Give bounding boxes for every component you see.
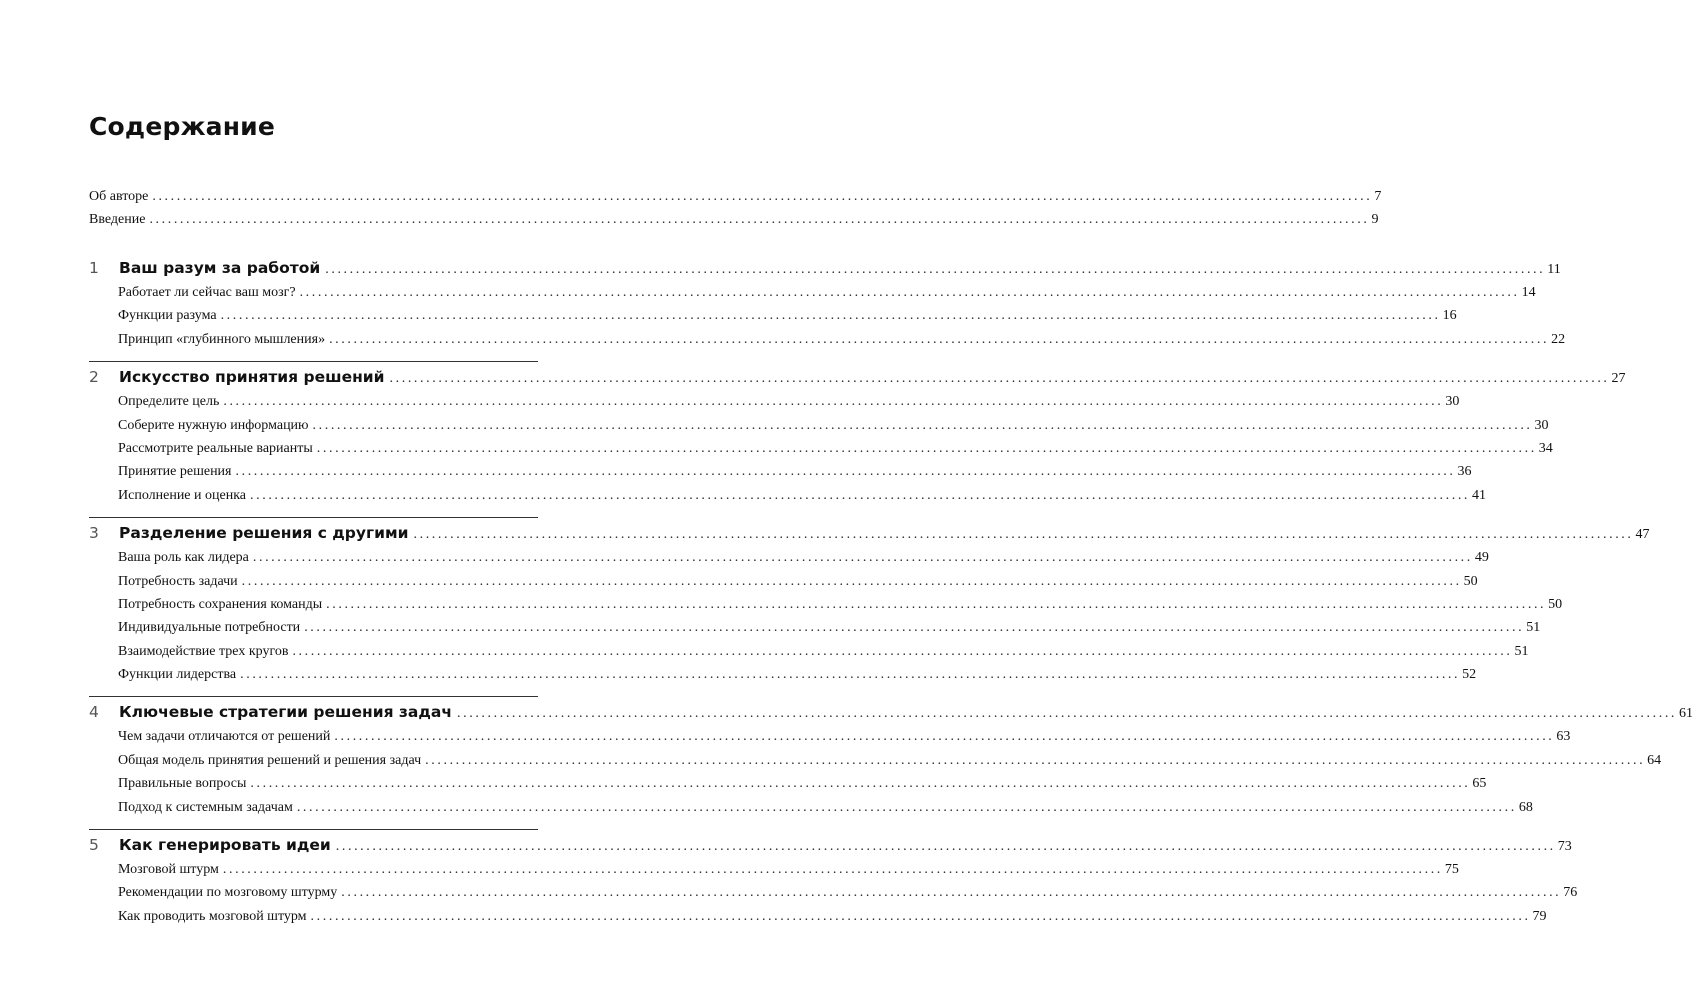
chapter-heading[interactable]: [89, 255, 1561, 281]
chapter-heading[interactable]: [89, 832, 1572, 858]
section-label: Общая модель принятия решений и решения задач: [118, 752, 422, 768]
section-list: [89, 725, 1662, 819]
toc-section[interactable]: [118, 390, 1460, 413]
toc-section[interactable]: [118, 663, 1477, 686]
chapter-number: 2: [89, 368, 99, 387]
section-page: 36: [1457, 464, 1472, 480]
section-page: 64: [1647, 752, 1662, 768]
toc-section[interactable]: [118, 593, 1563, 616]
chapter-heading[interactable]: [89, 699, 1693, 725]
page-title: Содержание: [89, 112, 276, 141]
front-matter: [89, 185, 1382, 232]
dot-leader: ........................................................................................................................................................................................................: [329, 331, 1550, 347]
section-label: Соберите нужную информацию: [118, 417, 309, 433]
section-list: [89, 546, 1563, 686]
chapter-number: 5: [89, 836, 99, 855]
entry-label: Введение: [89, 212, 146, 228]
chapter-number: 4: [89, 703, 99, 722]
chapter-list: [89, 254, 1693, 928]
section-label: Определите цель: [118, 394, 220, 410]
dot-leader: ........................................................................................................................................................................................................: [389, 371, 1610, 387]
dot-leader: ........................................................................................................................................................................................................: [299, 285, 1520, 300]
section-label: Работает ли сейчас ваш мозг?: [118, 285, 296, 300]
chapter-title: Ваш разум за работой: [119, 259, 321, 277]
section-label: Рассмотрите реальные варианты: [118, 440, 313, 456]
toc-entry-about-author[interactable]: [89, 185, 1382, 208]
toc-section[interactable]: [118, 414, 1549, 437]
section-label: Функции разума: [118, 308, 217, 324]
toc-section[interactable]: [118, 905, 1547, 928]
section-page: 63: [1556, 729, 1571, 745]
dot-leader: ........................................................................................................................................................................................................: [250, 487, 1471, 503]
dot-leader: ........................................................................................................................................................................................................: [304, 620, 1525, 636]
section-label: Ваша роль как лидера: [118, 550, 249, 566]
section-page: 52: [1462, 667, 1477, 683]
section-page: 75: [1444, 862, 1459, 878]
section-label: Как проводить мозговой штурм: [118, 908, 307, 924]
toc-section[interactable]: [118, 484, 1487, 507]
section-label: Принцип «глубинного мышления»: [118, 331, 326, 347]
dot-leader: ........................................................................................................................................................................................................: [220, 308, 1441, 324]
section-list: [89, 858, 1578, 928]
dot-leader: ........................................................................................................................................................................................................: [326, 596, 1547, 612]
chapter-page: 11: [1547, 262, 1561, 277]
dot-leader: ........................................................................................................................................................................................................: [241, 573, 1462, 589]
chapter-3: [89, 517, 1650, 686]
section-page: 34: [1538, 440, 1553, 456]
toc-section[interactable]: [118, 772, 1487, 795]
chapter-2: [89, 361, 1626, 507]
chapter-5: [89, 829, 1578, 928]
section-page: 65: [1472, 776, 1487, 792]
dot-leader: ........................................................................................................................................................................................................: [240, 667, 1461, 683]
toc-section[interactable]: [118, 304, 1457, 327]
section-label: Мозговой штурм: [118, 862, 219, 878]
dot-leader: ........................................................................................................................................................................................................: [292, 643, 1513, 659]
dot-leader: ........................................................................................................................................................................................................: [252, 550, 1473, 566]
toc-section[interactable]: [118, 437, 1553, 460]
chapter-title: Как генерировать идеи: [119, 836, 331, 855]
chapter-heading[interactable]: [89, 364, 1626, 390]
section-label: Правильные вопросы: [118, 776, 247, 792]
section-page: 50: [1548, 596, 1563, 612]
chapter-page: 61: [1679, 706, 1693, 722]
dot-leader: ........................................................................................................................................................................................................: [223, 394, 1444, 410]
dot-leader: ........................................................................................................................................................................................................: [334, 729, 1555, 745]
section-label: Подход к системным задачам: [118, 799, 293, 815]
toc-section[interactable]: [118, 881, 1578, 904]
section-label: Потребность задачи: [118, 573, 238, 589]
section-page: 14: [1521, 285, 1536, 300]
section-page: 49: [1474, 550, 1489, 566]
entry-label: Об авторе: [89, 189, 149, 204]
section-label: Исполнение и оценка: [118, 487, 247, 503]
toc-section[interactable]: [118, 796, 1533, 819]
section-page: 68: [1518, 799, 1533, 815]
section-page: 51: [1514, 643, 1529, 659]
section-page: 51: [1526, 620, 1541, 636]
toc-entry-introduction[interactable]: [89, 208, 1379, 231]
section-label: Взаимодействие трех кругов: [118, 643, 289, 659]
section-label: Принятие решения: [118, 464, 232, 480]
toc-section[interactable]: [118, 858, 1459, 881]
section-page: 50: [1463, 573, 1478, 589]
dot-leader: ........................................................................................................................................................................................................: [316, 440, 1537, 456]
toc-section[interactable]: [118, 570, 1478, 593]
section-page: 79: [1532, 908, 1547, 924]
section-label: Чем задачи отличаются от решений: [118, 729, 331, 745]
chapter-page: 47: [1635, 527, 1650, 543]
dot-leader: ........................................................................................................................................................................................................: [152, 189, 1373, 204]
section-label: Рекомендации по мозговому штурму: [118, 885, 338, 901]
section-label: Индивидуальные потребности: [118, 620, 301, 636]
section-page: 22: [1551, 331, 1566, 347]
toc-section[interactable]: [118, 460, 1472, 483]
toc-section[interactable]: [118, 640, 1529, 663]
section-page: 41: [1472, 487, 1487, 503]
dot-leader: ........................................................................................................................................................................................................: [149, 212, 1370, 228]
toc-section[interactable]: [118, 616, 1541, 639]
entry-page: 9: [1371, 212, 1379, 228]
chapter-number: 1: [89, 259, 99, 277]
chapter-title: Ключевые стратегии решения задач: [119, 703, 453, 722]
chapter-heading[interactable]: [89, 520, 1650, 546]
section-page: 76: [1563, 885, 1578, 901]
dot-leader: ........................................................................................................................................................................................................: [413, 527, 1634, 543]
chapter-4: [89, 696, 1693, 819]
toc-section[interactable]: [118, 328, 1566, 351]
toc-section[interactable]: [118, 546, 1489, 569]
dot-leader: ........................................................................................................................................................................................................: [325, 262, 1546, 277]
dot-leader: ........................................................................................................................................................................................................: [235, 464, 1456, 480]
chapter-page: 27: [1611, 371, 1626, 387]
dot-leader: ........................................................................................................................................................................................................: [335, 839, 1556, 855]
toc-section[interactable]: [118, 725, 1571, 748]
dot-leader: ........................................................................................................................................................................................................: [312, 417, 1533, 433]
entry-page: 7: [1374, 189, 1382, 204]
chapter-title: Искусство принятия решений: [119, 368, 385, 387]
dot-leader: ........................................................................................................................................................................................................: [222, 862, 1443, 878]
section-page: 30: [1534, 417, 1549, 433]
dot-leader: ........................................................................................................................................................................................................: [457, 706, 1678, 722]
section-page: 30: [1445, 394, 1460, 410]
chapter-page: 73: [1557, 839, 1572, 855]
section-page: 16: [1442, 308, 1457, 324]
section-label: Потребность сохранения команды: [118, 596, 323, 612]
section-list: [89, 281, 1566, 351]
dot-leader: ........................................................................................................................................................................................................: [310, 908, 1531, 924]
section-label: Функции лидерства: [118, 667, 237, 683]
chapter-number: 3: [89, 524, 99, 543]
dot-leader: ........................................................................................................................................................................................................: [425, 752, 1646, 768]
dot-leader: ........................................................................................................................................................................................................: [341, 885, 1562, 901]
toc-section[interactable]: [118, 281, 1536, 304]
chapter-title: Разделение решения с другими: [119, 524, 409, 543]
dot-leader: ........................................................................................................................................................................................................: [250, 776, 1471, 792]
section-list: [89, 390, 1553, 507]
chapter-1: [89, 254, 1566, 351]
dot-leader: ........................................................................................................................................................................................................: [296, 799, 1517, 815]
toc-section[interactable]: [118, 749, 1662, 772]
